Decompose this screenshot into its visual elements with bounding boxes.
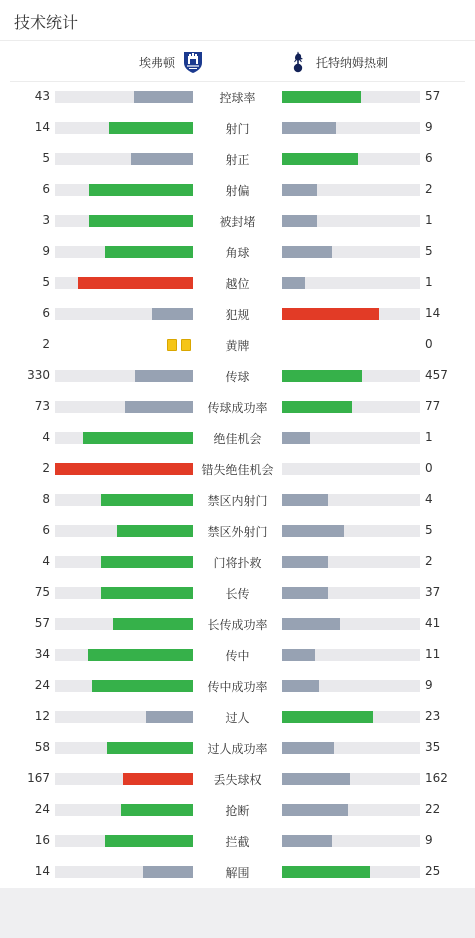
home-bar-fill [113,618,193,630]
home-stat-value: 6 [42,182,50,196]
stat-row [0,298,475,329]
home-stat-value: 167 [27,771,50,785]
away-bar-track [282,91,420,103]
yellow-card-icon [167,339,177,351]
home-bar-fill [101,494,193,506]
away-bar-track [282,215,420,227]
home-stat-value: 34 [34,647,50,661]
away-bar-fill [282,711,373,723]
stat-label: 射门 [225,122,250,136]
home-bar-track [55,370,193,382]
away-bar-fill [282,277,305,289]
stat-row [0,360,475,391]
home-stat-value: 5 [42,275,50,289]
home-bar-track [55,122,193,134]
away-bar-fill [282,680,319,692]
home-stat-value: 3 [42,213,50,227]
home-stat-value: 14 [34,120,50,134]
away-stat-value: 6 [425,151,433,165]
stat-label: 传球成功率 [207,401,268,415]
stat-row [0,143,475,174]
home-bar-track [55,556,193,568]
away-bar-fill [282,494,328,506]
away-bar-fill [282,122,336,134]
away-stat-value: 11 [425,647,441,661]
stat-row [0,112,475,143]
away-bar-track [282,184,420,196]
home-bar-track [55,618,193,630]
home-bar-fill [125,401,193,413]
away-bar-fill [282,618,340,630]
away-bar-track [282,153,420,165]
away-stat-value: 41 [425,616,441,630]
away-bar-track [282,432,420,444]
home-bar-fill [143,866,193,878]
away-bar-fill [282,587,328,599]
away-bar-track [282,401,420,413]
away-bar-track [282,587,420,599]
home-stat-value: 24 [34,678,50,692]
home-stat-value: 5 [42,151,50,165]
away-stat-value: 77 [425,399,441,413]
home-bar-fill [89,184,193,196]
stat-row [0,608,475,639]
yellow-card-icon [181,339,191,351]
stat-row [0,763,475,794]
stat-label: 抢断 [225,804,250,818]
page-title: 技术统计 [14,13,79,32]
stat-label: 过人 [225,711,250,725]
home-stat-value: 43 [34,89,50,103]
teams-header [10,41,465,82]
away-bar-track [282,680,420,692]
tottenham-cockerel-icon [286,50,310,74]
home-bar-track [55,773,193,785]
away-team-name: 托特纳姆热刺 [316,55,389,70]
home-stat-value: 16 [34,833,50,847]
home-stat-value: 2 [42,337,50,351]
home-bar-track [55,277,193,289]
away-stat-value: 9 [425,678,433,692]
away-bar-track [282,804,420,816]
home-bar-track [55,308,193,320]
home-stat-value: 75 [34,585,50,599]
stat-label: 越位 [225,277,250,291]
home-bar-fill [146,711,193,723]
home-yellow-cards [167,339,191,351]
away-bar-fill [282,866,370,878]
home-bar-track [55,401,193,413]
stat-label: 丢失球权 [213,773,262,787]
away-bar-track [282,122,420,134]
away-stat-value: 457 [425,368,448,382]
away-bar-track [282,246,420,258]
home-bar-track [55,432,193,444]
stat-row [0,484,475,515]
stat-row [0,453,475,484]
home-bar-track [55,587,193,599]
home-bar-fill [78,277,193,289]
home-bar-fill [105,246,193,258]
home-bar-track [55,184,193,196]
home-bar-fill [131,153,193,165]
home-bar-fill [152,308,193,320]
away-stat-value: 23 [425,709,441,723]
stat-row [0,732,475,763]
stat-label: 禁区外射门 [207,525,268,539]
stat-row [0,205,475,236]
stat-row [0,577,475,608]
stat-row [0,856,475,887]
away-bar-fill [282,215,317,227]
stat-row [0,670,475,701]
stat-label: 过人成功率 [207,742,268,756]
away-bar-track [282,370,420,382]
home-bar-fill [83,432,193,444]
home-team-name: 埃弗顿 [138,55,175,70]
stat-label: 传球 [225,370,250,384]
away-stat-value: 5 [425,523,433,537]
away-stat-value: 4 [425,492,433,506]
away-bar-track [282,463,420,475]
home-bar-fill [101,556,193,568]
home-stat-value: 58 [34,740,50,754]
home-bar-track [55,525,193,537]
home-stat-value: 4 [42,430,50,444]
stat-label: 长传 [225,587,250,601]
stat-label: 传中 [225,649,250,663]
stat-label: 解围 [225,866,250,880]
away-bar-track [282,866,420,878]
stat-row [0,515,475,546]
stat-row [0,794,475,825]
away-stat-value: 37 [425,585,441,599]
home-bar-track [55,246,193,258]
away-bar-track [282,742,420,754]
away-bar-fill [282,401,352,413]
away-bar-fill [282,556,328,568]
everton-crest-icon [181,50,205,74]
home-bar-fill [92,680,193,692]
away-stat-value: 5 [425,244,433,258]
away-bar-track [282,773,420,785]
home-bar-fill [121,804,193,816]
away-bar-fill [282,153,358,165]
home-bar-fill [123,773,193,785]
home-bar-fill [101,587,193,599]
away-bar-track [282,308,420,320]
home-stat-value: 330 [27,368,50,382]
stats-list [0,81,475,887]
stat-label: 射偏 [225,184,250,198]
away-stat-value: 2 [425,182,433,196]
away-bar-track [282,618,420,630]
stat-label: 错失绝佳机会 [201,463,274,477]
away-stat-value: 22 [425,802,441,816]
away-bar-fill [282,370,362,382]
away-bar-fill [282,246,332,258]
away-bar-fill [282,91,361,103]
home-bar-track [55,742,193,754]
stat-row [0,329,475,360]
away-bar-fill [282,835,332,847]
stat-label: 绝佳机会 [213,432,262,446]
home-bar-track [55,91,193,103]
home-bar-track [55,835,193,847]
home-bar-track [55,463,193,475]
home-stat-value: 12 [34,709,50,723]
away-bar-fill [282,742,334,754]
away-bar-fill [282,184,317,196]
home-bar-fill [55,463,193,475]
stat-label: 传中成功率 [207,680,268,694]
home-bar-fill [135,370,193,382]
away-stat-value: 14 [425,306,441,320]
home-bar-fill [107,742,193,754]
home-bar-track [55,649,193,661]
away-bar-track [282,835,420,847]
away-bar-fill [282,308,379,320]
stat-row [0,639,475,670]
stat-label: 被封堵 [219,215,256,229]
stat-row [0,825,475,856]
stat-label: 长传成功率 [207,618,268,632]
away-bar-track [282,556,420,568]
home-stat-value: 14 [34,864,50,878]
away-bar-track [282,649,420,661]
home-stat-value: 2 [42,461,50,475]
home-stat-value: 9 [42,244,50,258]
home-stat-value: 57 [34,616,50,630]
away-bar-fill [282,525,344,537]
home-stat-value: 6 [42,523,50,537]
stat-row [0,267,475,298]
home-bar-track [55,804,193,816]
away-stat-value: 9 [425,120,433,134]
away-stat-value: 57 [425,89,441,103]
stat-label: 角球 [225,246,250,260]
away-stat-value: 1 [425,275,433,289]
away-stat-value: 162 [425,771,448,785]
away-stat-value: 9 [425,833,433,847]
home-stat-value: 24 [34,802,50,816]
stat-row [0,701,475,732]
home-bar-track [55,153,193,165]
home-stat-value: 4 [42,554,50,568]
home-bar-fill [88,649,193,661]
stat-label: 黄牌 [225,339,250,353]
home-bar-fill [105,835,193,847]
stat-label: 禁区内射门 [207,494,268,508]
away-bar-fill [282,432,310,444]
home-stat-value: 6 [42,306,50,320]
home-bar-fill [117,525,193,537]
away-stat-value: 0 [425,461,433,475]
stat-row [0,422,475,453]
stat-row [0,391,475,422]
away-bar-track [282,277,420,289]
home-stat-value: 8 [42,492,50,506]
stat-row [0,546,475,577]
away-bar-fill [282,773,350,785]
away-stat-value: 0 [425,337,433,351]
home-bar-track [55,680,193,692]
away-team[interactable] [286,50,388,74]
home-bar-track [55,215,193,227]
home-bar-track [55,711,193,723]
stat-label: 控球率 [219,91,256,105]
home-bar-fill [134,91,193,103]
stat-row [0,236,475,267]
away-stat-value: 25 [425,864,441,878]
away-stat-value: 1 [425,213,433,227]
home-bar-track [55,866,193,878]
stat-label: 射正 [225,153,250,167]
away-bar-track [282,711,420,723]
stat-row [0,81,475,112]
away-stat-value: 35 [425,740,441,754]
stat-label: 犯规 [225,308,250,322]
home-bar-fill [109,122,193,134]
away-bar-fill [282,649,315,661]
home-team[interactable] [139,50,205,74]
away-bar-fill [282,804,348,816]
away-stat-value: 1 [425,430,433,444]
away-bar-track [282,494,420,506]
away-bar-track [282,525,420,537]
stat-row [0,174,475,205]
home-bar-track [55,494,193,506]
home-bar-fill [89,215,193,227]
away-stat-value: 2 [425,554,433,568]
home-stat-value: 73 [34,399,50,413]
stat-label: 拦截 [225,835,250,849]
stat-label: 门将扑救 [213,556,262,570]
